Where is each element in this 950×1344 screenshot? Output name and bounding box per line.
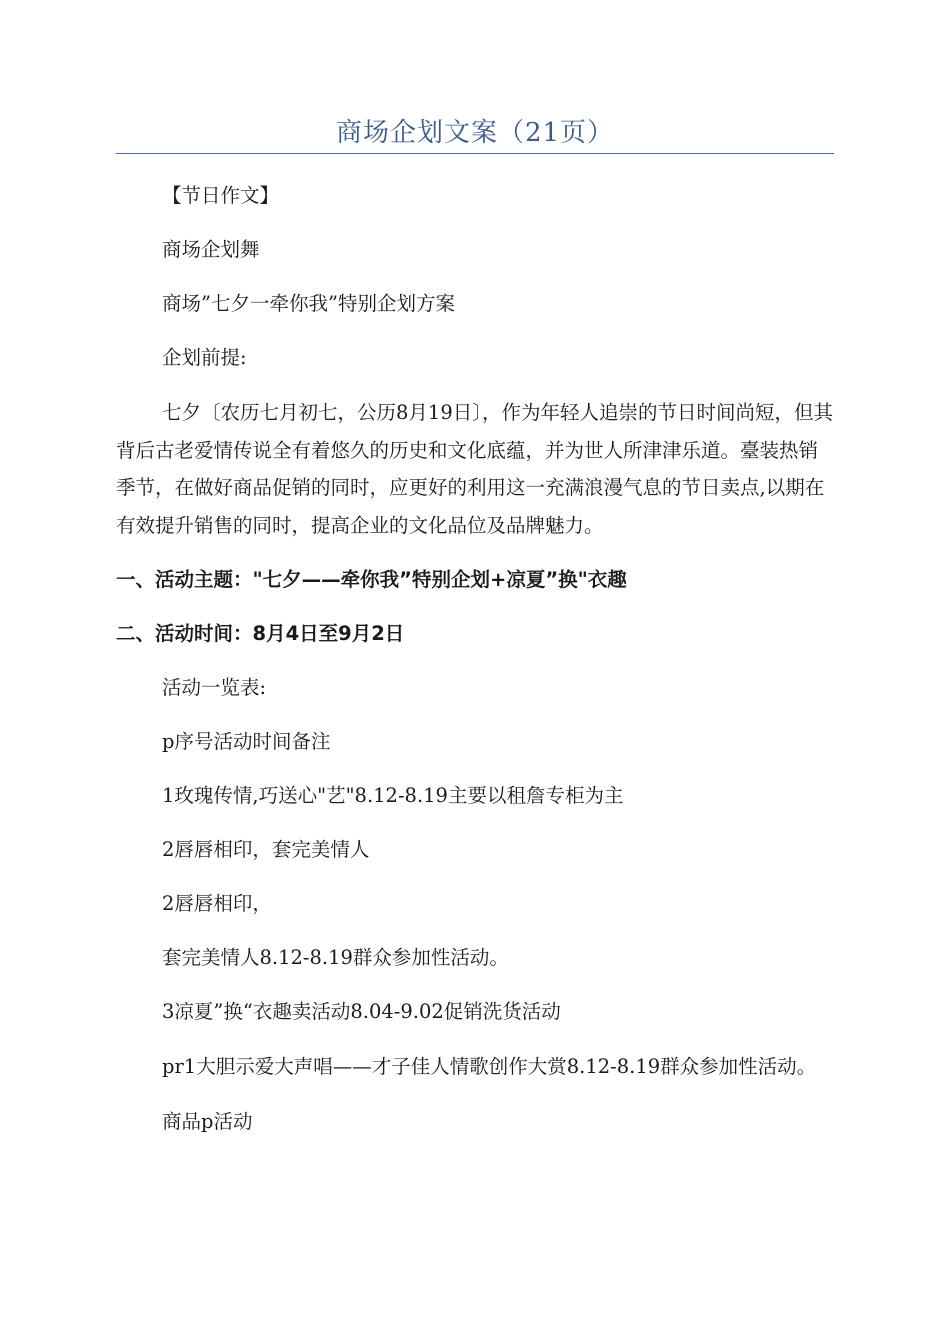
- paragraph-schedule-label: 活动一览表:: [162, 676, 267, 699]
- paragraph-schedule-item-2b: 2唇唇相印，: [162, 892, 272, 915]
- paragraph-category: 【节日作文】: [162, 184, 280, 207]
- paragraph-premise-body: 七夕〔农历七月初七，公历8月19日〕，作为年轻人追崇的节日时间尚短，但其背后古老爱情传说全有着悠久的历史和文化底蕴，并为世人所津津乐道。臺装热销季节，在做好商品促销的同时，应更好的利用这一充满浪漫气息的节日卖点,以期在有效提升销售的同时，提高企业的文化品位及品牌魅力。: [116, 401, 833, 537]
- paragraph-premise-label: 企划前提:: [162, 346, 247, 369]
- paragraph-schedule-item-1: 1玫瑰传情,巧送心"艺"8.12-8.19主要以租詹专柜为主: [162, 784, 624, 807]
- paragraph-schedule-item-2: 2唇唇相印，套完美情人: [162, 838, 370, 861]
- paragraph-subtitle: 商场企划舞: [162, 238, 260, 261]
- document-body: [116, 178, 834, 1158]
- document-title: 商场企划文案（21页）: [335, 118, 615, 148]
- heading-activity-time: 二、活动时间：8月4日至9月2日: [116, 622, 405, 645]
- paragraph-product-activity: 商品p活动: [162, 1109, 253, 1133]
- paragraph-schedule-item-3: 3凉夏”换“衣趣卖活动8.04-9.02促销洗货活动: [162, 1000, 561, 1023]
- paragraph-schedule-header: p序号活动时间备注: [162, 730, 331, 753]
- title-underline: [116, 153, 834, 154]
- paragraph-schedule-item-pr1: pr1大胆示爱大声唱——才子佳人情歌创作大赏8.12-8.19群众参加性活动。: [162, 1055, 817, 1078]
- paragraph-plan-name: 商场”七夕一牵你我”特别企划方案: [162, 292, 455, 315]
- paragraph-schedule-item-2c: 套完美情人8.12-8.19群众参加性活动。: [162, 946, 509, 969]
- heading-activity-theme: 一、活动主题："七夕——牵你我”特别企划+凉夏”换"衣趣: [116, 568, 627, 591]
